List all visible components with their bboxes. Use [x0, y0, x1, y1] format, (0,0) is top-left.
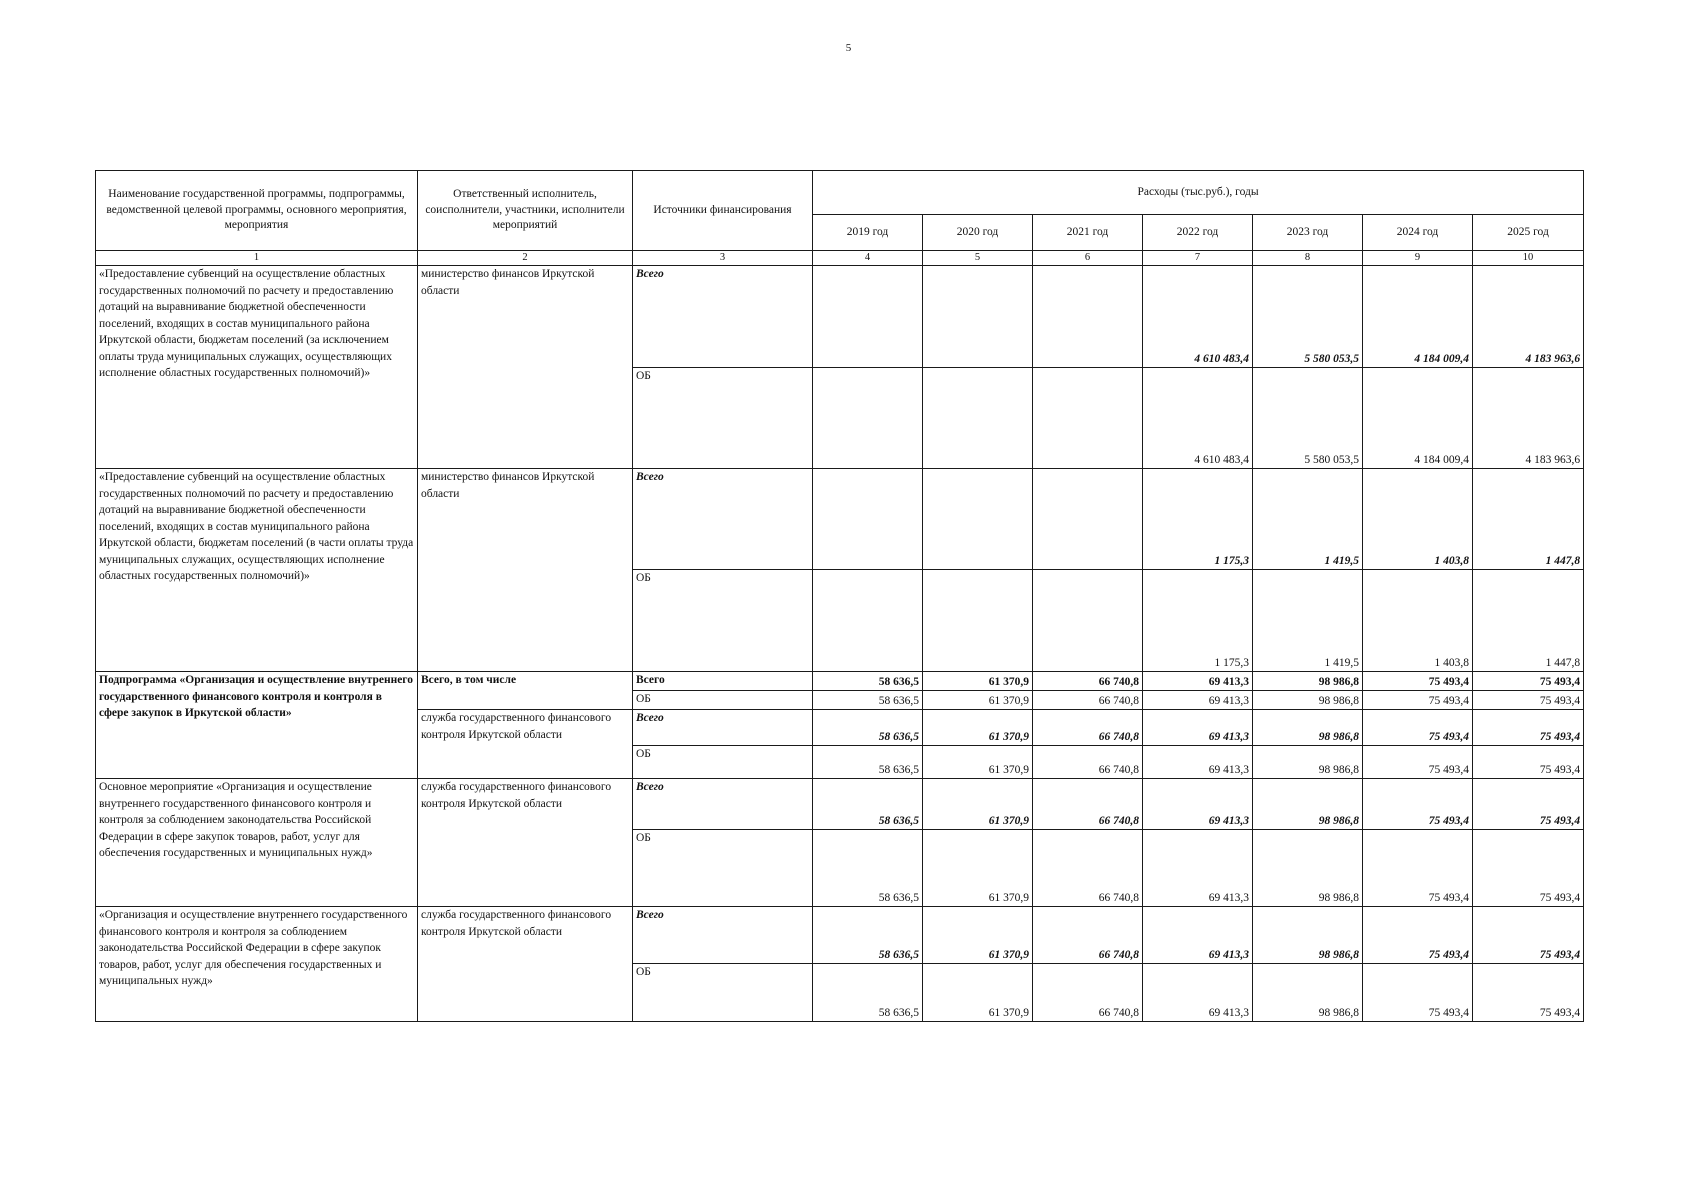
- amount-cell: 69 413,3: [1143, 779, 1253, 830]
- amount-cell: 66 740,8: [1033, 779, 1143, 830]
- column-number: 10: [1473, 251, 1584, 266]
- amount-cell: 66 740,8: [1033, 907, 1143, 964]
- amount-cell: [813, 469, 923, 570]
- header-year: 2021 год: [1033, 215, 1143, 251]
- table-row: [96, 907, 1584, 964]
- amount-cell: 75 493,4: [1363, 672, 1473, 691]
- header-funding-source: Источники финансирования: [633, 171, 813, 251]
- amount-cell: 58 636,5: [813, 907, 923, 964]
- header-year: 2024 год: [1363, 215, 1473, 251]
- amount-cell: 1 447,8: [1473, 469, 1584, 570]
- amount-cell: 61 370,9: [923, 830, 1033, 907]
- amount-cell: 4 184 009,4: [1363, 368, 1473, 469]
- amount-cell: 61 370,9: [923, 964, 1033, 1022]
- budget-table: [95, 170, 1584, 1022]
- amount-cell: 69 413,3: [1143, 710, 1253, 746]
- amount-cell: 4 610 483,4: [1143, 266, 1253, 368]
- column-number: 4: [813, 251, 923, 266]
- program-name: «Предоставление субвенций на осуществление областных государственных полномочий по расчету и предоставлению дотаций на выравнивание бюджетной обеспеченности поселений, входящих в состав муниципального района Иркутской области, бюджетам поселений (в части оплаты труда муниципальных служащих, осуществляющих исполнение областных государственных полномочий)»: [96, 469, 418, 672]
- funding-source: Всего: [633, 469, 813, 570]
- amount-cell: 98 986,8: [1253, 672, 1363, 691]
- amount-cell: 4 184 009,4: [1363, 266, 1473, 368]
- main-event-name: Основное мероприятие «Организация и осуществление внутреннего государственного финансового контроля и контроля за соблюдением законодательства Российской Федерации в сфере закупок товаров, работ, услуг для обеспечения государственных и муниципальных нужд»: [96, 779, 418, 907]
- amount-cell: 69 413,3: [1143, 746, 1253, 779]
- amount-cell: 58 636,5: [813, 746, 923, 779]
- amount-cell: 98 986,8: [1253, 779, 1363, 830]
- amount-cell: 98 986,8: [1253, 691, 1363, 710]
- executor-name: служба государственного финансового контроля Иркутской области: [418, 907, 633, 1022]
- amount-cell: 1 175,3: [1143, 469, 1253, 570]
- amount-cell: 5 580 053,5: [1253, 266, 1363, 368]
- funding-source: Всего: [633, 266, 813, 368]
- funding-source: Всего: [633, 710, 813, 746]
- amount-cell: 75 493,4: [1363, 964, 1473, 1022]
- amount-cell: 61 370,9: [923, 691, 1033, 710]
- amount-cell: 75 493,4: [1473, 779, 1584, 830]
- amount-cell: 66 740,8: [1033, 830, 1143, 907]
- amount-cell: 69 413,3: [1143, 907, 1253, 964]
- amount-cell: [813, 368, 923, 469]
- amount-cell: 75 493,4: [1473, 672, 1584, 691]
- header-year: 2022 год: [1143, 215, 1253, 251]
- table-row: [96, 779, 1584, 830]
- amount-cell: 98 986,8: [1253, 907, 1363, 964]
- header-year: 2020 год: [923, 215, 1033, 251]
- amount-cell: 4 610 483,4: [1143, 368, 1253, 469]
- header-executor: Ответственный исполнитель, соисполнители, участники, исполнители мероприятий: [418, 171, 633, 251]
- amount-cell: 58 636,5: [813, 672, 923, 691]
- funding-source: ОБ: [633, 691, 813, 710]
- amount-cell: 69 413,3: [1143, 691, 1253, 710]
- amount-cell: [1033, 570, 1143, 672]
- header-year: 2019 год: [813, 215, 923, 251]
- amount-cell: 61 370,9: [923, 746, 1033, 779]
- funding-source: Всего: [633, 779, 813, 830]
- executor-name: министерство финансов Иркутской области: [418, 266, 633, 469]
- funding-source: ОБ: [633, 964, 813, 1022]
- table-row: [96, 266, 1584, 368]
- amount-cell: 5 580 053,5: [1253, 368, 1363, 469]
- funding-source: ОБ: [633, 830, 813, 907]
- amount-cell: 75 493,4: [1473, 830, 1584, 907]
- amount-cell: 1 447,8: [1473, 570, 1584, 672]
- amount-cell: 75 493,4: [1363, 779, 1473, 830]
- executor-name: министерство финансов Иркутской области: [418, 469, 633, 672]
- amount-cell: [813, 266, 923, 368]
- amount-cell: 98 986,8: [1253, 964, 1363, 1022]
- amount-cell: 1 403,8: [1363, 469, 1473, 570]
- table-row: [96, 672, 1584, 691]
- amount-cell: 61 370,9: [923, 779, 1033, 830]
- amount-cell: 58 636,5: [813, 779, 923, 830]
- amount-cell: 69 413,3: [1143, 964, 1253, 1022]
- amount-cell: 75 493,4: [1363, 830, 1473, 907]
- amount-cell: 66 740,8: [1033, 710, 1143, 746]
- executor-name: служба государственного финансового контроля Иркутской области: [418, 710, 633, 779]
- amount-cell: 98 986,8: [1253, 710, 1363, 746]
- header-program-name: Наименование государственной программы, подпрограммы, ведомственной целевой программы, основного мероприятия, мероприятия: [96, 171, 418, 251]
- amount-cell: 66 740,8: [1033, 964, 1143, 1022]
- amount-cell: 61 370,9: [923, 672, 1033, 691]
- header-expenses: Расходы (тыс.руб.), годы: [813, 171, 1584, 215]
- amount-cell: 66 740,8: [1033, 746, 1143, 779]
- amount-cell: [1033, 368, 1143, 469]
- funding-source: Всего: [633, 907, 813, 964]
- amount-cell: 58 636,5: [813, 964, 923, 1022]
- funding-source: ОБ: [633, 746, 813, 779]
- amount-cell: 75 493,4: [1363, 691, 1473, 710]
- amount-cell: [923, 469, 1033, 570]
- amount-cell: 69 413,3: [1143, 672, 1253, 691]
- amount-cell: 75 493,4: [1473, 964, 1584, 1022]
- amount-cell: 66 740,8: [1033, 672, 1143, 691]
- amount-cell: 4 183 963,6: [1473, 266, 1584, 368]
- amount-cell: 75 493,4: [1363, 710, 1473, 746]
- amount-cell: 75 493,4: [1363, 907, 1473, 964]
- header-year: 2025 год: [1473, 215, 1584, 251]
- amount-cell: 75 493,4: [1363, 746, 1473, 779]
- program-name: «Предоставление субвенций на осуществление областных государственных полномочий по расчету и предоставлению дотаций на выравнивание бюджетной обеспеченности поселений, входящих в состав муниципального района Иркутской области, бюджетам поселений (за исключением оплаты труда муниципальных служащих, осуществляющих исполнение областных государственных полномочий)»: [96, 266, 418, 469]
- amount-cell: [1033, 266, 1143, 368]
- amount-cell: [923, 266, 1033, 368]
- page-number: 5: [845, 42, 852, 54]
- table-row: [96, 469, 1584, 570]
- amount-cell: 75 493,4: [1473, 710, 1584, 746]
- amount-cell: 75 493,4: [1473, 746, 1584, 779]
- column-number: 2: [418, 251, 633, 266]
- funding-source: Всего: [633, 672, 813, 691]
- column-number: 3: [633, 251, 813, 266]
- subprogram-name: Подпрограмма «Организация и осуществление внутреннего государственного финансового контроля и контроля в сфере закупок в Иркутской области»: [96, 672, 418, 779]
- amount-cell: 1 175,3: [1143, 570, 1253, 672]
- amount-cell: 58 636,5: [813, 710, 923, 746]
- column-number: 7: [1143, 251, 1253, 266]
- amount-cell: 58 636,5: [813, 830, 923, 907]
- executor-name: служба государственного финансового контроля Иркутской области: [418, 779, 633, 907]
- funding-source: ОБ: [633, 570, 813, 672]
- amount-cell: 75 493,4: [1473, 691, 1584, 710]
- amount-cell: 1 419,5: [1253, 570, 1363, 672]
- amount-cell: 1 419,5: [1253, 469, 1363, 570]
- amount-cell: [1033, 469, 1143, 570]
- amount-cell: 58 636,5: [813, 691, 923, 710]
- amount-cell: [923, 368, 1033, 469]
- event-name: «Организация и осуществление внутреннего государственного финансового контроля и контроля за соблюдением законодательства Российской Федерации в сфере закупок товаров, работ, услуг для обеспечения государственных и муниципальных нужд»: [96, 907, 418, 1022]
- column-number: 8: [1253, 251, 1363, 266]
- column-number: 9: [1363, 251, 1473, 266]
- column-number: 5: [923, 251, 1033, 266]
- column-number: 6: [1033, 251, 1143, 266]
- amount-cell: 66 740,8: [1033, 691, 1143, 710]
- amount-cell: [813, 570, 923, 672]
- amount-cell: 1 403,8: [1363, 570, 1473, 672]
- column-number: 1: [96, 251, 418, 266]
- amount-cell: 98 986,8: [1253, 746, 1363, 779]
- amount-cell: 61 370,9: [923, 907, 1033, 964]
- amount-cell: [923, 570, 1033, 672]
- amount-cell: 4 183 963,6: [1473, 368, 1584, 469]
- amount-cell: 61 370,9: [923, 710, 1033, 746]
- amount-cell: 98 986,8: [1253, 830, 1363, 907]
- header-year: 2023 год: [1253, 215, 1363, 251]
- executor-total: Всего, в том числе: [418, 672, 633, 710]
- amount-cell: 69 413,3: [1143, 830, 1253, 907]
- funding-source: ОБ: [633, 368, 813, 469]
- amount-cell: 75 493,4: [1473, 907, 1584, 964]
